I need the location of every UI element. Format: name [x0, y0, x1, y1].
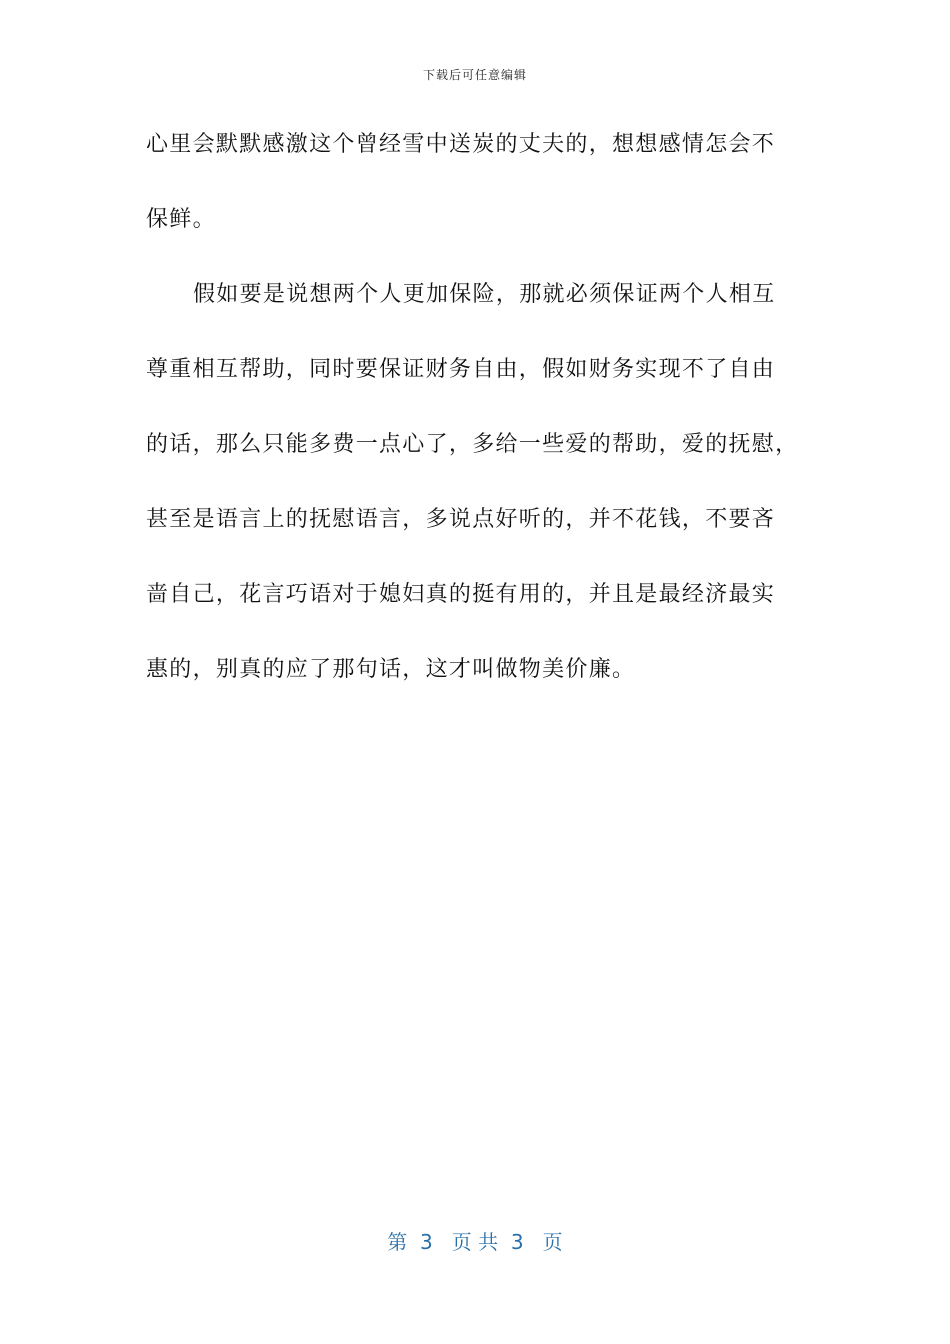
text-line: 甚至是语言上的抚慰语言，多说点好听的，并不花钱，不要吝	[146, 507, 776, 532]
text-line: 的话，那么只能多费一点心了，多给一些爱的帮助，爱的抚慰，	[146, 432, 799, 457]
paragraph-first-line: 假如要是说想两个人更加保险，那就必须保证两个人相互	[193, 282, 776, 307]
document-body	[146, 122, 806, 722]
page-number-footer: 第 3 页 共 3 页	[387, 1230, 563, 1254]
page-header-note: 下载后可任意编辑	[422, 68, 527, 82]
text-line: 心里会默默感激这个曾经雪中送炭的丈夫的，想想感情怎会不	[146, 132, 776, 157]
text-line: 保鲜。	[146, 207, 216, 232]
text-line: 尊重相互帮助，同时要保证财务自由，假如财务实现不了自由	[146, 357, 776, 382]
text-line: 惠的，别真的应了那句话，这才叫做物美价廉。	[146, 657, 636, 682]
text-line: 啬自己，花言巧语对于媳妇真的挺有用的，并且是最经济最实	[146, 582, 776, 607]
